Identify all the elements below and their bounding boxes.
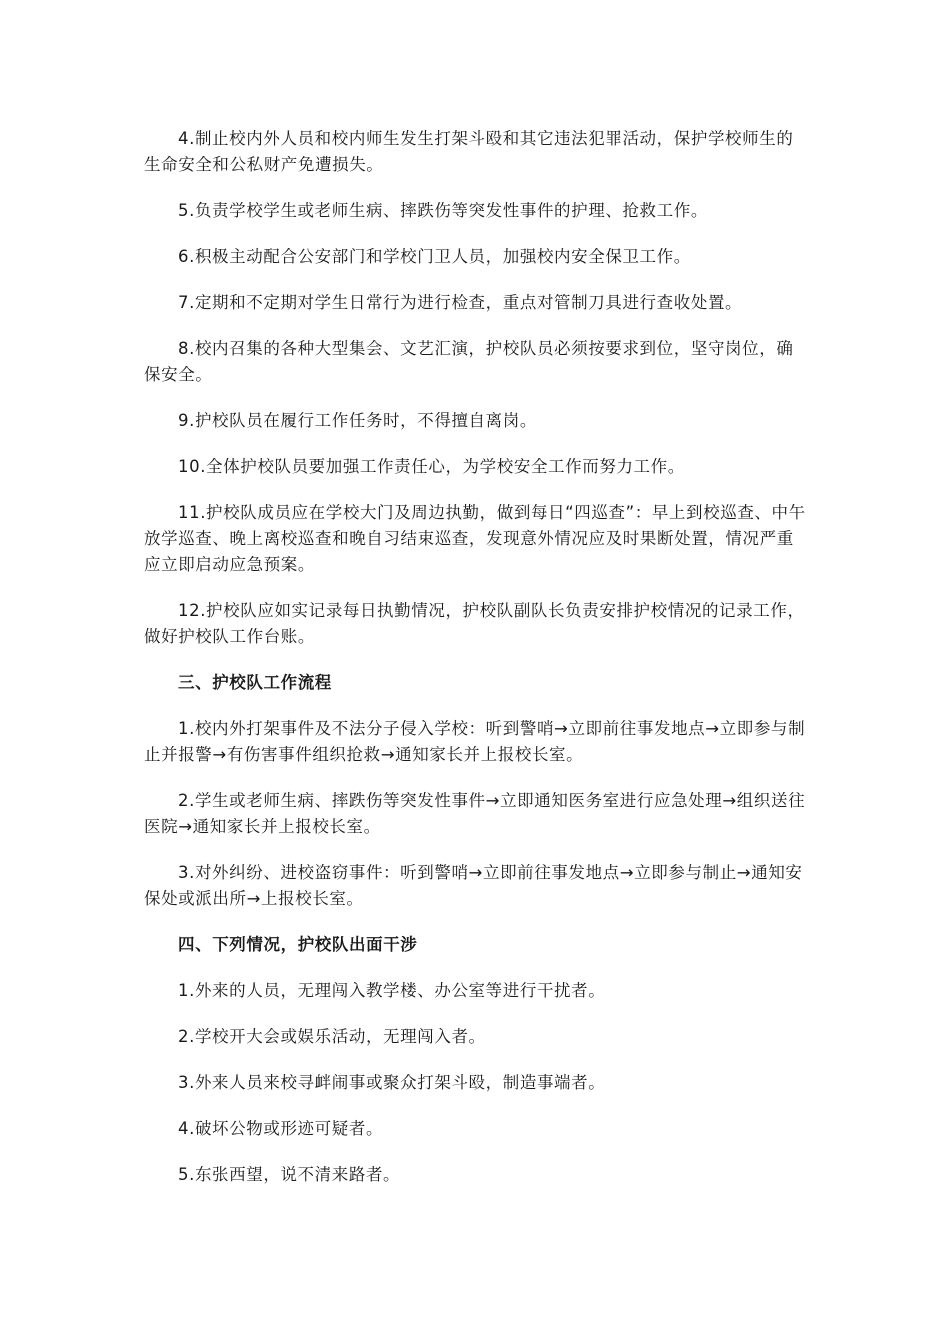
intervention-item-1: 1.外来的人员，无理闯入教学楼、办公室等进行干扰者。: [178, 981, 606, 1000]
duty-item-7: 7.定期和不定期对学生日常行为进行检查，重点对管制刀具进行查收处置。: [178, 293, 743, 312]
duty-item-5: 5.负责学校学生或老师生病、摔跌伤等突发性事件的护理、抢救工作。: [178, 201, 708, 220]
duty-item-11: 11.护校队成员应在学校大门及周边执勤，做到每日“四巡查”：早上到校巡查、中午放学巡查、晚上离校巡查和晚自习结束巡查，发现意外情况应及时果断处置，情况严重应立即启动应急预案。: [144, 503, 806, 574]
intervention-item-5: 5.东张西望，说不清来路者。: [178, 1165, 401, 1184]
section-heading-intervention: 四、下列情况，护校队出面干涉: [178, 935, 418, 954]
duty-item-8: 8.校内召集的各种大型集会、文艺汇演，护校队员必须按要求到位，坚守岗位，确保安全。: [144, 339, 794, 384]
workflow-item-2: 2.学生或老师生病、摔跌伤等突发性事件→立即通知医务室进行应急处理→组织送往医院→通知家长并上报校长室。: [144, 791, 806, 836]
intervention-item-2: 2.学校开大会或娱乐活动，无理闯入者。: [178, 1027, 486, 1046]
duty-item-12: 12.护校队应如实记录每日执勤情况，护校队副队长负责安排护校情况的记录工作，做好护校队工作台账。: [144, 601, 805, 646]
duty-item-9: 9.护校队员在履行工作任务时，不得擅自离岗。: [178, 411, 537, 430]
duty-item-6: 6.积极主动配合公安部门和学校门卫人员，加强校内安全保卫工作。: [178, 247, 691, 266]
workflow-item-3: 3.对外纠纷、进校盗窃事件：听到警哨→立即前往事发地点→立即参与制止→通知安保处或派出所→上报校长室。: [144, 863, 803, 908]
section-heading-workflow: 三、护校队工作流程: [178, 673, 332, 692]
intervention-item-3: 3.外来人员来校寻衅闹事或聚众打架斗殴，制造事端者。: [178, 1073, 606, 1092]
document-body: [144, 126, 810, 1208]
workflow-item-1: 1.校内外打架事件及不法分子侵入学校：听到警哨→立即前往事发地点→立即参与制止并报警→有伤害事件组织抢救→通知家长并上报校长室。: [144, 719, 806, 764]
intervention-item-4: 4.破坏公物或形迹可疑者。: [178, 1119, 384, 1138]
duty-item-10: 10.全体护校队员要加强工作责任心，为学校安全工作而努力工作。: [178, 457, 685, 476]
duty-item-4: 4.制止校内外人员和校内师生发生打架斗殴和其它违法犯罪活动，保护学校师生的生命安全和公私财产免遭损失。: [144, 129, 794, 174]
